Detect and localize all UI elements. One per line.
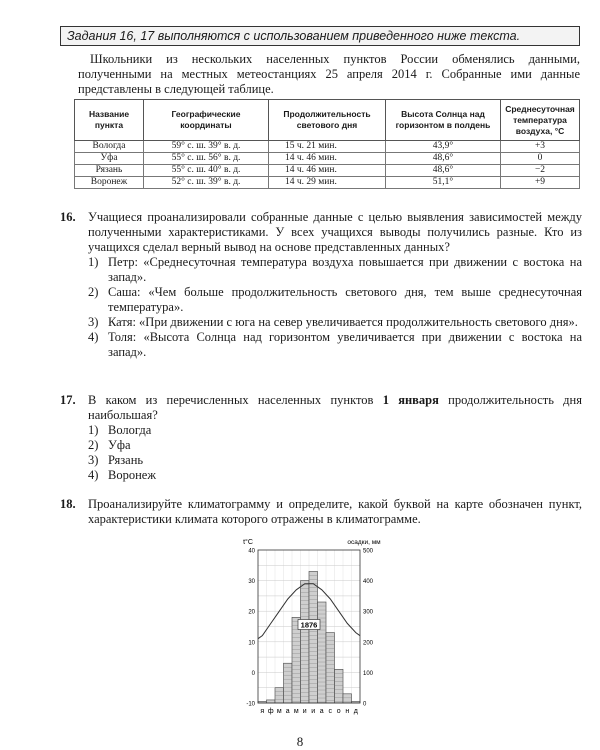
header-coordinates: Географические координаты bbox=[144, 100, 269, 141]
left-axis-label: t°C bbox=[243, 539, 253, 546]
option-number: 1) bbox=[88, 255, 99, 269]
precipitation-bar-rect bbox=[318, 602, 327, 703]
header-sun-height: Высота Солнца над горизонтом в полдень bbox=[386, 100, 501, 141]
answer-option[interactable] bbox=[88, 285, 582, 315]
precipitation-bar bbox=[343, 694, 352, 703]
cell-temperature: −2 bbox=[501, 165, 580, 177]
left-tick-label: 0 bbox=[251, 670, 255, 677]
answer-option[interactable] bbox=[88, 255, 582, 285]
right-tick-label: 100 bbox=[363, 670, 374, 677]
month-label: ф bbox=[267, 708, 274, 715]
weather-table bbox=[74, 99, 580, 189]
precipitation-bar-rect bbox=[343, 694, 352, 703]
cell-coordinates: 55° с. ш. 56° в. д. bbox=[144, 153, 269, 165]
precipitation-bar bbox=[267, 700, 276, 703]
cell-sun-height: 43,9° bbox=[386, 141, 501, 153]
cell-temperature: +3 bbox=[501, 141, 580, 153]
question-text: Проанализируйте климатограмму и определите, какой буквой на карте обозначен пункт, характеристики климата которого отражены в климатограмме. bbox=[88, 497, 582, 526]
answer-option[interactable] bbox=[88, 453, 582, 468]
cell-city: Рязань bbox=[75, 165, 144, 177]
right-axis-ticks bbox=[363, 549, 374, 708]
month-label: о bbox=[336, 708, 341, 715]
cell-sun-height: 48,6° bbox=[386, 165, 501, 177]
option-number: 4) bbox=[88, 468, 99, 482]
month-label: д bbox=[353, 708, 358, 715]
cell-daylight: 14 ч. 46 мин. bbox=[269, 165, 386, 177]
month-label: а bbox=[319, 708, 324, 715]
option-text: Уфа bbox=[108, 438, 131, 452]
question-text-bold: 1 января bbox=[382, 393, 439, 407]
answer-option[interactable] bbox=[88, 438, 582, 453]
table-row bbox=[75, 153, 580, 165]
option-number: 2) bbox=[88, 285, 99, 299]
option-text: Воронеж bbox=[108, 468, 156, 482]
question-text bbox=[88, 393, 582, 423]
right-tick-label: 0 bbox=[363, 701, 367, 708]
precipitation-bar bbox=[301, 581, 310, 703]
header-temperature: Среднесуточная температура воздуха, °С bbox=[501, 100, 580, 141]
option-text: Вологда bbox=[108, 423, 152, 437]
left-tick-label: 30 bbox=[248, 579, 255, 586]
option-text: Рязань bbox=[108, 453, 144, 467]
precipitation-bar-rect bbox=[335, 669, 344, 703]
month-label: м bbox=[276, 708, 282, 715]
header-daylight: Продолжительность светового дня bbox=[269, 100, 386, 141]
answer-option[interactable] bbox=[88, 315, 582, 330]
cell-temperature: +9 bbox=[501, 177, 580, 189]
page-number: 8 bbox=[296, 734, 304, 749]
month-label: и bbox=[311, 708, 316, 715]
question-text-end: продолжительность дня наибольшая? bbox=[88, 393, 582, 422]
table-header-row bbox=[75, 100, 580, 141]
cell-city: Уфа bbox=[75, 153, 144, 165]
climatogram-chart bbox=[240, 535, 390, 720]
precipitation-bar bbox=[309, 571, 318, 703]
question-18 bbox=[60, 497, 582, 527]
precipitation-bar bbox=[335, 669, 344, 703]
option-text: Петр: «Среднесуточная температура воздуха повышается при движении с востока на запад». bbox=[108, 255, 582, 284]
right-tick-label: 400 bbox=[363, 579, 374, 586]
cell-daylight: 15 ч. 21 мин. bbox=[269, 141, 386, 153]
header-city: Название пункта bbox=[75, 100, 144, 141]
cell-sun-height: 51,1° bbox=[386, 177, 501, 189]
precipitation-bar bbox=[318, 602, 327, 703]
answer-option[interactable] bbox=[88, 423, 582, 438]
precipitation-bar-rect bbox=[326, 633, 335, 703]
option-number: 4) bbox=[88, 330, 99, 344]
annual-precipitation-label: 1876 bbox=[300, 620, 318, 630]
month-labels bbox=[260, 708, 357, 715]
precipitation-bar-rect bbox=[292, 617, 301, 703]
month-label: н bbox=[345, 708, 350, 715]
intro-paragraph: Школьники из нескольких населенных пунктов России обменялись данными, полученными на местных метеостанциях 25 апреля 2014 г. Собранные ими данные представлены в следующей таблице. bbox=[78, 52, 580, 96]
cell-sun-height: 48,6° bbox=[386, 153, 501, 165]
cell-coordinates: 55° с. ш. 40° в. д. bbox=[144, 165, 269, 177]
precipitation-bar bbox=[284, 663, 293, 703]
table-row bbox=[75, 141, 580, 153]
precipitation-bar bbox=[275, 688, 284, 703]
precipitation-bar-rect bbox=[275, 688, 284, 703]
option-text: Саша: «Чем больше продолжительность светового дня, тем выше среднесуточная температура». bbox=[108, 285, 582, 314]
option-number: 3) bbox=[88, 315, 99, 329]
question-number: 18. bbox=[60, 497, 76, 511]
option-number: 2) bbox=[88, 438, 99, 452]
left-tick-label: 10 bbox=[248, 640, 255, 647]
table-row bbox=[75, 177, 580, 189]
option-number: 1) bbox=[88, 423, 99, 437]
month-label: с bbox=[328, 708, 332, 715]
left-tick-label: 40 bbox=[248, 548, 255, 555]
right-tick-label: 500 bbox=[363, 548, 374, 555]
cell-daylight: 14 ч. 46 мин. bbox=[269, 153, 386, 165]
question-text: Учащиеся проанализировали собранные данные с целью выявления зависимостей между полученными характеристиками. У всех учащихся выводы получились разные. Кто из учащихся сделал верный вывод на основе представленных данных? bbox=[88, 210, 582, 254]
month-label: я bbox=[260, 708, 265, 715]
month-label: и bbox=[302, 708, 307, 715]
cell-city: Воронеж bbox=[75, 177, 144, 189]
right-axis-label: осадки, мм bbox=[347, 539, 381, 546]
precipitation-bar-rect bbox=[309, 571, 318, 703]
question-16 bbox=[60, 210, 582, 360]
question-text-start: В каком из перечисленных населенных пунктов bbox=[88, 393, 383, 407]
left-axis-ticks bbox=[246, 549, 255, 708]
question-number: 16. bbox=[60, 210, 76, 224]
table-row bbox=[75, 165, 580, 177]
section-banner: Задания 16, 17 выполняются с использованием приведенного ниже текста. bbox=[60, 26, 580, 46]
month-label: а bbox=[285, 708, 290, 715]
cell-coordinates: 59° с. ш. 39° в. д. bbox=[144, 141, 269, 153]
cell-daylight: 14 ч. 29 мин. bbox=[269, 177, 386, 189]
precipitation-bar-rect bbox=[267, 700, 276, 703]
month-label: м bbox=[293, 708, 299, 715]
cell-city: Вологда bbox=[75, 141, 144, 153]
question-17 bbox=[60, 393, 582, 483]
precipitation-bars bbox=[258, 571, 360, 703]
left-tick-label: -10 bbox=[246, 701, 255, 708]
answer-options bbox=[88, 423, 582, 483]
cell-coordinates: 52° с. ш. 39° в. д. bbox=[144, 177, 269, 189]
question-number: 17. bbox=[60, 393, 76, 407]
precipitation-bar bbox=[292, 617, 301, 703]
right-tick-label: 200 bbox=[363, 640, 374, 647]
answer-options bbox=[88, 255, 582, 360]
option-text: Толя: «Высота Солнца над горизонтом увеличивается при движении с востока на запад». bbox=[108, 330, 582, 359]
cell-temperature: 0 bbox=[501, 153, 580, 165]
right-tick-label: 300 bbox=[363, 609, 374, 616]
option-number: 3) bbox=[88, 453, 99, 467]
precipitation-bar bbox=[326, 633, 335, 703]
answer-option[interactable] bbox=[88, 330, 582, 360]
option-text: Катя: «При движении с юга на север увеличивается продолжительность светового дня». bbox=[108, 315, 578, 329]
answer-option[interactable] bbox=[88, 468, 582, 483]
left-tick-label: 20 bbox=[248, 609, 255, 616]
